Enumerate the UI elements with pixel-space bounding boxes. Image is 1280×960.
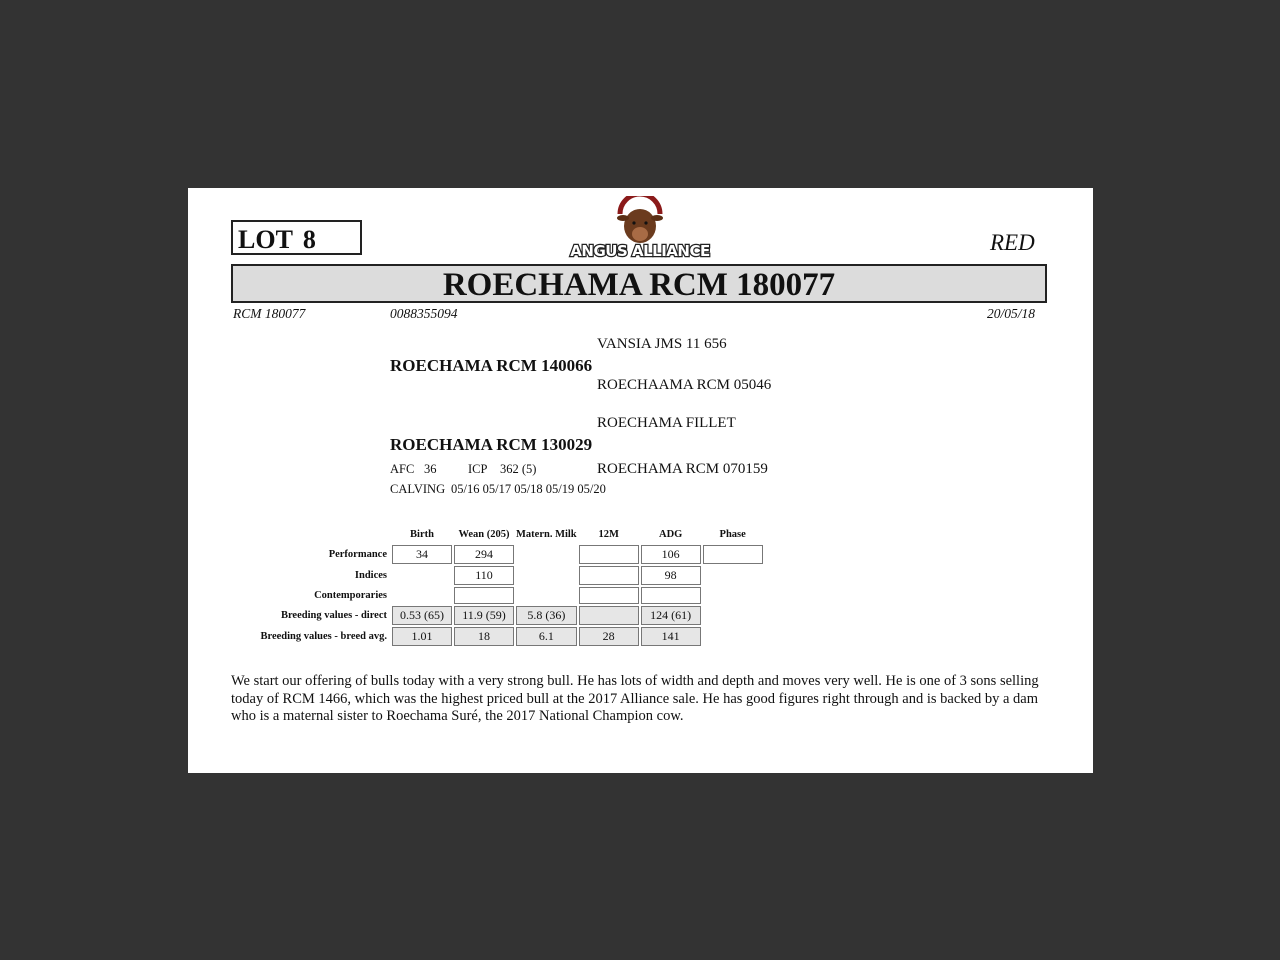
table-cell: 18 (454, 627, 514, 646)
col-header: Birth (410, 528, 434, 540)
table-cell: 6.1 (516, 627, 577, 646)
performance-table (248, 525, 765, 648)
table-row (250, 545, 763, 564)
table-cell (579, 566, 639, 585)
registration-number: RCM 180077 (233, 306, 306, 321)
table-cell (579, 606, 639, 625)
logo-text: ANGUS ALLIANCE (570, 242, 710, 260)
col-header: 12M (598, 528, 619, 540)
lot-number-box (231, 220, 362, 255)
table-cell (579, 545, 639, 564)
table-cell: 294 (454, 545, 514, 564)
row-label: Contemporaries (314, 590, 387, 601)
lot-sheet (188, 188, 1093, 773)
afc-value: 36 (424, 462, 437, 476)
col-header: Phase (719, 528, 746, 540)
table-cell (516, 545, 577, 564)
table-cell (703, 545, 763, 564)
birth-date: 20/05/18 (987, 306, 1036, 321)
color-label: RED (990, 230, 1035, 255)
sire-name: ROECHAMA RCM 140066 (390, 356, 593, 375)
dam-dam: ROECHAMA RCM 070159 (597, 461, 768, 477)
lot-number: 8 (302, 225, 316, 254)
sire-sire: VANSIA JMS 11 656 (597, 336, 727, 352)
id-number: 0088355094 (390, 306, 458, 321)
table-cell (392, 587, 452, 604)
table-cell: 34 (392, 545, 452, 564)
icp-label: ICP (468, 462, 488, 476)
table-cell (392, 566, 452, 585)
table-row (250, 566, 763, 585)
calving-dates: 05/16 05/17 05/18 05/19 05/20 (451, 482, 606, 496)
table-cell: 1.01 (392, 627, 452, 646)
table-cell (516, 566, 577, 585)
table-cell (454, 587, 514, 604)
table-cell: 5.8 (36) (516, 606, 577, 625)
table-cell (641, 587, 701, 604)
table-cell: 124 (61) (641, 606, 701, 625)
table-cell: 110 (454, 566, 514, 585)
table-cell (703, 587, 763, 604)
row-label: Breeding values - direct (280, 610, 387, 621)
table-row (250, 587, 763, 604)
afc-label: AFC (390, 462, 415, 476)
col-header: Wean (205) (458, 528, 510, 540)
icp-value: 362 (5) (500, 462, 537, 476)
table-cell: 141 (641, 627, 701, 646)
table-row (250, 627, 763, 646)
table-cell (516, 587, 577, 604)
angus-alliance-logo (568, 196, 713, 260)
table-row (250, 606, 763, 625)
table-cell (703, 606, 763, 625)
table-cell: 11.9 (59) (454, 606, 514, 625)
table-cell: 0.53 (65) (392, 606, 452, 625)
table-cell: 106 (641, 545, 701, 564)
remarks-paragraph: We start our offering of bulls today with a very strong bull. He has lots of width and depth and moves very well. He is one of 3 sons selling today of RCM 1466, which was the highest priced bull at the 2017 Alliance sale. He has good figures right through and is backed by a dam who is a maternal sister to Roechama Suré, the 2017 National Champion cow. (231, 673, 1039, 724)
table-cell (579, 587, 639, 604)
col-header: Matern. Milk (516, 528, 577, 540)
col-header: ADG (658, 528, 683, 540)
row-label: Indices (354, 570, 387, 581)
row-label: Breeding values - breed avg. (260, 631, 387, 642)
dam-sire: ROECHAMA FILLET (597, 415, 736, 431)
calving-label: CALVING (390, 482, 446, 496)
table-cell (703, 566, 763, 585)
table-cell: 28 (579, 627, 639, 646)
sire-dam: ROECHAAMA RCM 05046 (597, 377, 772, 393)
lot-label: LOT (238, 225, 293, 254)
animal-name-banner: ROECHAMA RCM 180077 (231, 264, 1047, 303)
row-label: Performance (328, 549, 387, 560)
dam-name: ROECHAMA RCM 130029 (390, 435, 593, 454)
table-cell: 98 (641, 566, 701, 585)
table-cell (703, 627, 763, 646)
